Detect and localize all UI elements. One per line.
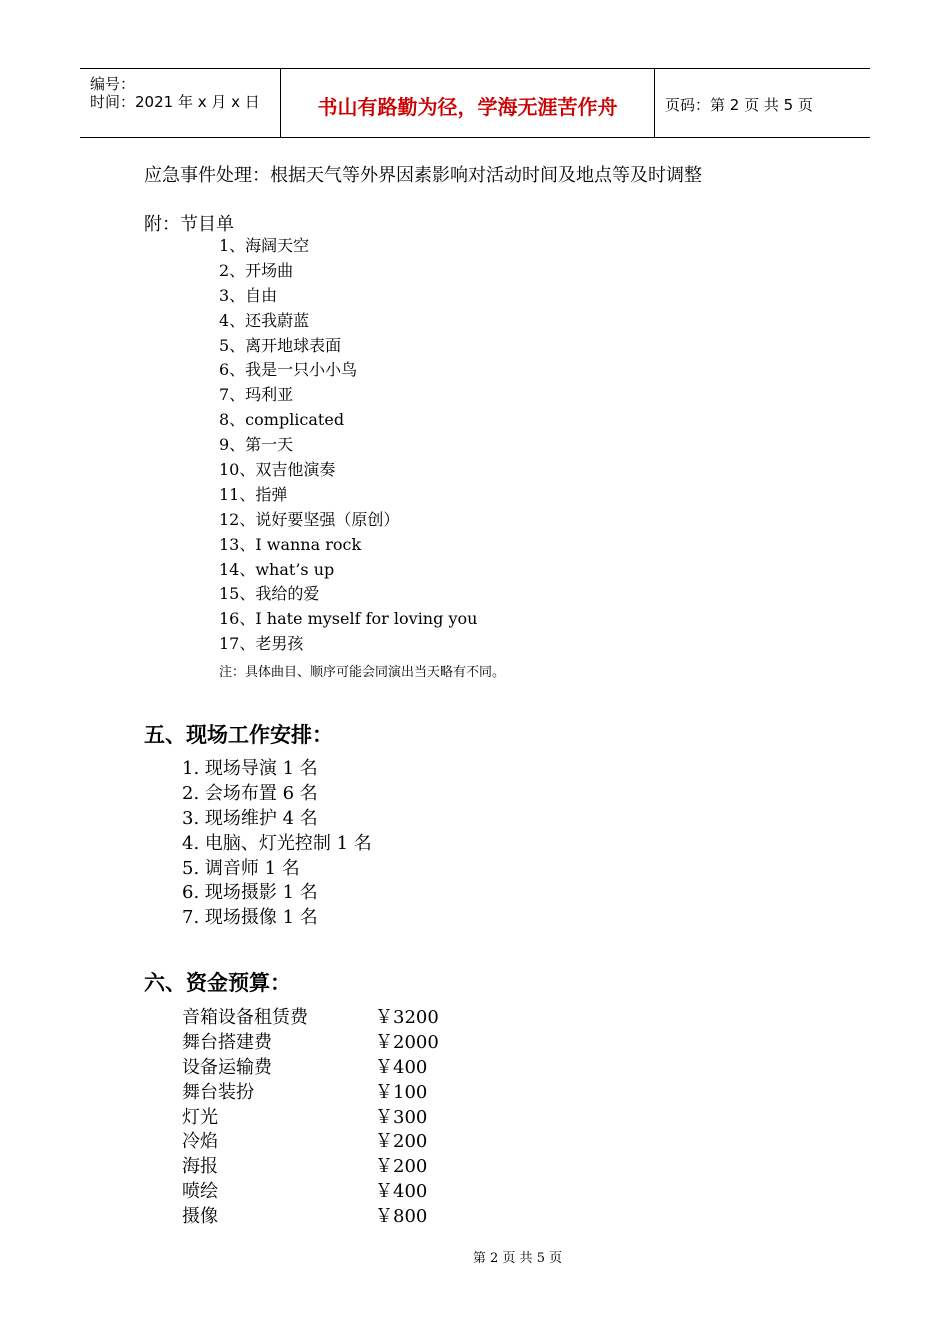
budget-row bbox=[182, 1056, 482, 1081]
appendix-title: 附：节目单 bbox=[144, 214, 234, 235]
staff-item: 6. 现场摄影 1 名 bbox=[182, 882, 318, 904]
program-item: 10、双吉他演奏 bbox=[219, 460, 336, 480]
budget-item-amount: ￥300 bbox=[375, 1106, 428, 1128]
budget-row bbox=[182, 1106, 482, 1131]
number-label: 编号： bbox=[90, 75, 136, 93]
page-code: 页码：第 2 页 共 5 页 bbox=[665, 96, 813, 114]
budget-table bbox=[182, 1006, 482, 1230]
budget-item-name: 舞台装扮 bbox=[182, 1081, 254, 1103]
program-note: 注：具体曲目、顺序可能会同演出当天略有不同。 bbox=[219, 665, 506, 680]
program-item: 17、老男孩 bbox=[219, 634, 304, 654]
program-item: 15、我给的爱 bbox=[219, 584, 320, 604]
program-item: 13、I wanna rock bbox=[219, 534, 362, 554]
program-item: 6、我是一只小小鸟 bbox=[219, 360, 358, 380]
program-item: 2、开场曲 bbox=[219, 260, 294, 280]
budget-item-name: 舞台搭建费 bbox=[182, 1031, 272, 1053]
program-item: 4、还我蔚蓝 bbox=[219, 310, 310, 330]
staff-item: 3. 现场维护 4 名 bbox=[182, 807, 318, 829]
budget-row bbox=[182, 1130, 482, 1155]
header-page-cell bbox=[655, 69, 870, 137]
page-footer: 第 2 页 共 5 页 bbox=[472, 1251, 563, 1266]
program-item: 12、说好要坚强（原创） bbox=[219, 509, 400, 529]
program-item: 16、I hate myself for loving you bbox=[219, 609, 478, 629]
staff-item: 2. 会场布置 6 名 bbox=[182, 782, 318, 804]
program-item: 3、自由 bbox=[219, 285, 278, 305]
budget-item-name: 海报 bbox=[182, 1156, 218, 1178]
budget-row bbox=[182, 1031, 482, 1056]
motto: 书山有路勤为径，学海无涯苦作舟 bbox=[317, 95, 618, 119]
budget-item-amount: ￥800 bbox=[375, 1206, 428, 1228]
program-item: 14、what’s up bbox=[219, 559, 335, 579]
budget-item-amount: ￥200 bbox=[375, 1156, 428, 1178]
staff-item: 5. 调音师 1 名 bbox=[182, 857, 300, 879]
header-info-cell bbox=[80, 69, 281, 137]
budget-row bbox=[182, 1155, 482, 1180]
budget-item-amount: ￥200 bbox=[375, 1131, 428, 1153]
budget-item-amount: ￥3200 bbox=[375, 1007, 439, 1028]
program-item: 8、complicated bbox=[219, 410, 345, 430]
budget-item-amount: ￥2000 bbox=[375, 1031, 439, 1053]
budget-row bbox=[182, 1180, 482, 1205]
program-list bbox=[219, 234, 477, 657]
staff-item: 4. 电脑、灯光控制 1 名 bbox=[182, 832, 372, 854]
program-item: 9、第一天 bbox=[219, 435, 294, 455]
budget-item-name: 音箱设备租赁费 bbox=[182, 1007, 308, 1028]
budget-row bbox=[182, 1205, 482, 1230]
budget-item-amount: ￥400 bbox=[375, 1181, 428, 1203]
page-header bbox=[80, 68, 870, 138]
program-item: 1、海阔天空 bbox=[219, 236, 310, 255]
section6-heading: 六、资金预算： bbox=[144, 970, 291, 995]
staff-item: 1. 现场导演 1 名 bbox=[182, 758, 318, 779]
budget-item-amount: ￥100 bbox=[375, 1081, 428, 1103]
budget-row bbox=[182, 1006, 482, 1031]
emergency-paragraph: 应急事件处理：根据天气等外界因素影响对活动时间及地点等及时调整 bbox=[144, 165, 702, 186]
budget-item-name: 喷绘 bbox=[182, 1181, 218, 1203]
time-label: 时间：2021 年 x 月 x 日 bbox=[90, 93, 260, 111]
program-item: 5、离开地球表面 bbox=[219, 335, 342, 355]
program-item: 7、玛利亚 bbox=[219, 385, 294, 405]
budget-item-name: 灯光 bbox=[182, 1106, 218, 1128]
budget-item-name: 设备运输费 bbox=[182, 1056, 272, 1078]
section5-heading: 五、现场工作安排： bbox=[144, 722, 333, 747]
budget-item-amount: ￥400 bbox=[375, 1056, 428, 1078]
budget-row bbox=[182, 1081, 482, 1106]
program-item: 11、指弹 bbox=[219, 484, 288, 504]
budget-item-name: 冷焰 bbox=[182, 1131, 218, 1153]
budget-item-name: 摄像 bbox=[182, 1206, 218, 1228]
staff-list bbox=[182, 757, 372, 931]
staff-item: 7. 现场摄像 1 名 bbox=[182, 907, 318, 929]
header-motto-cell bbox=[281, 69, 655, 137]
